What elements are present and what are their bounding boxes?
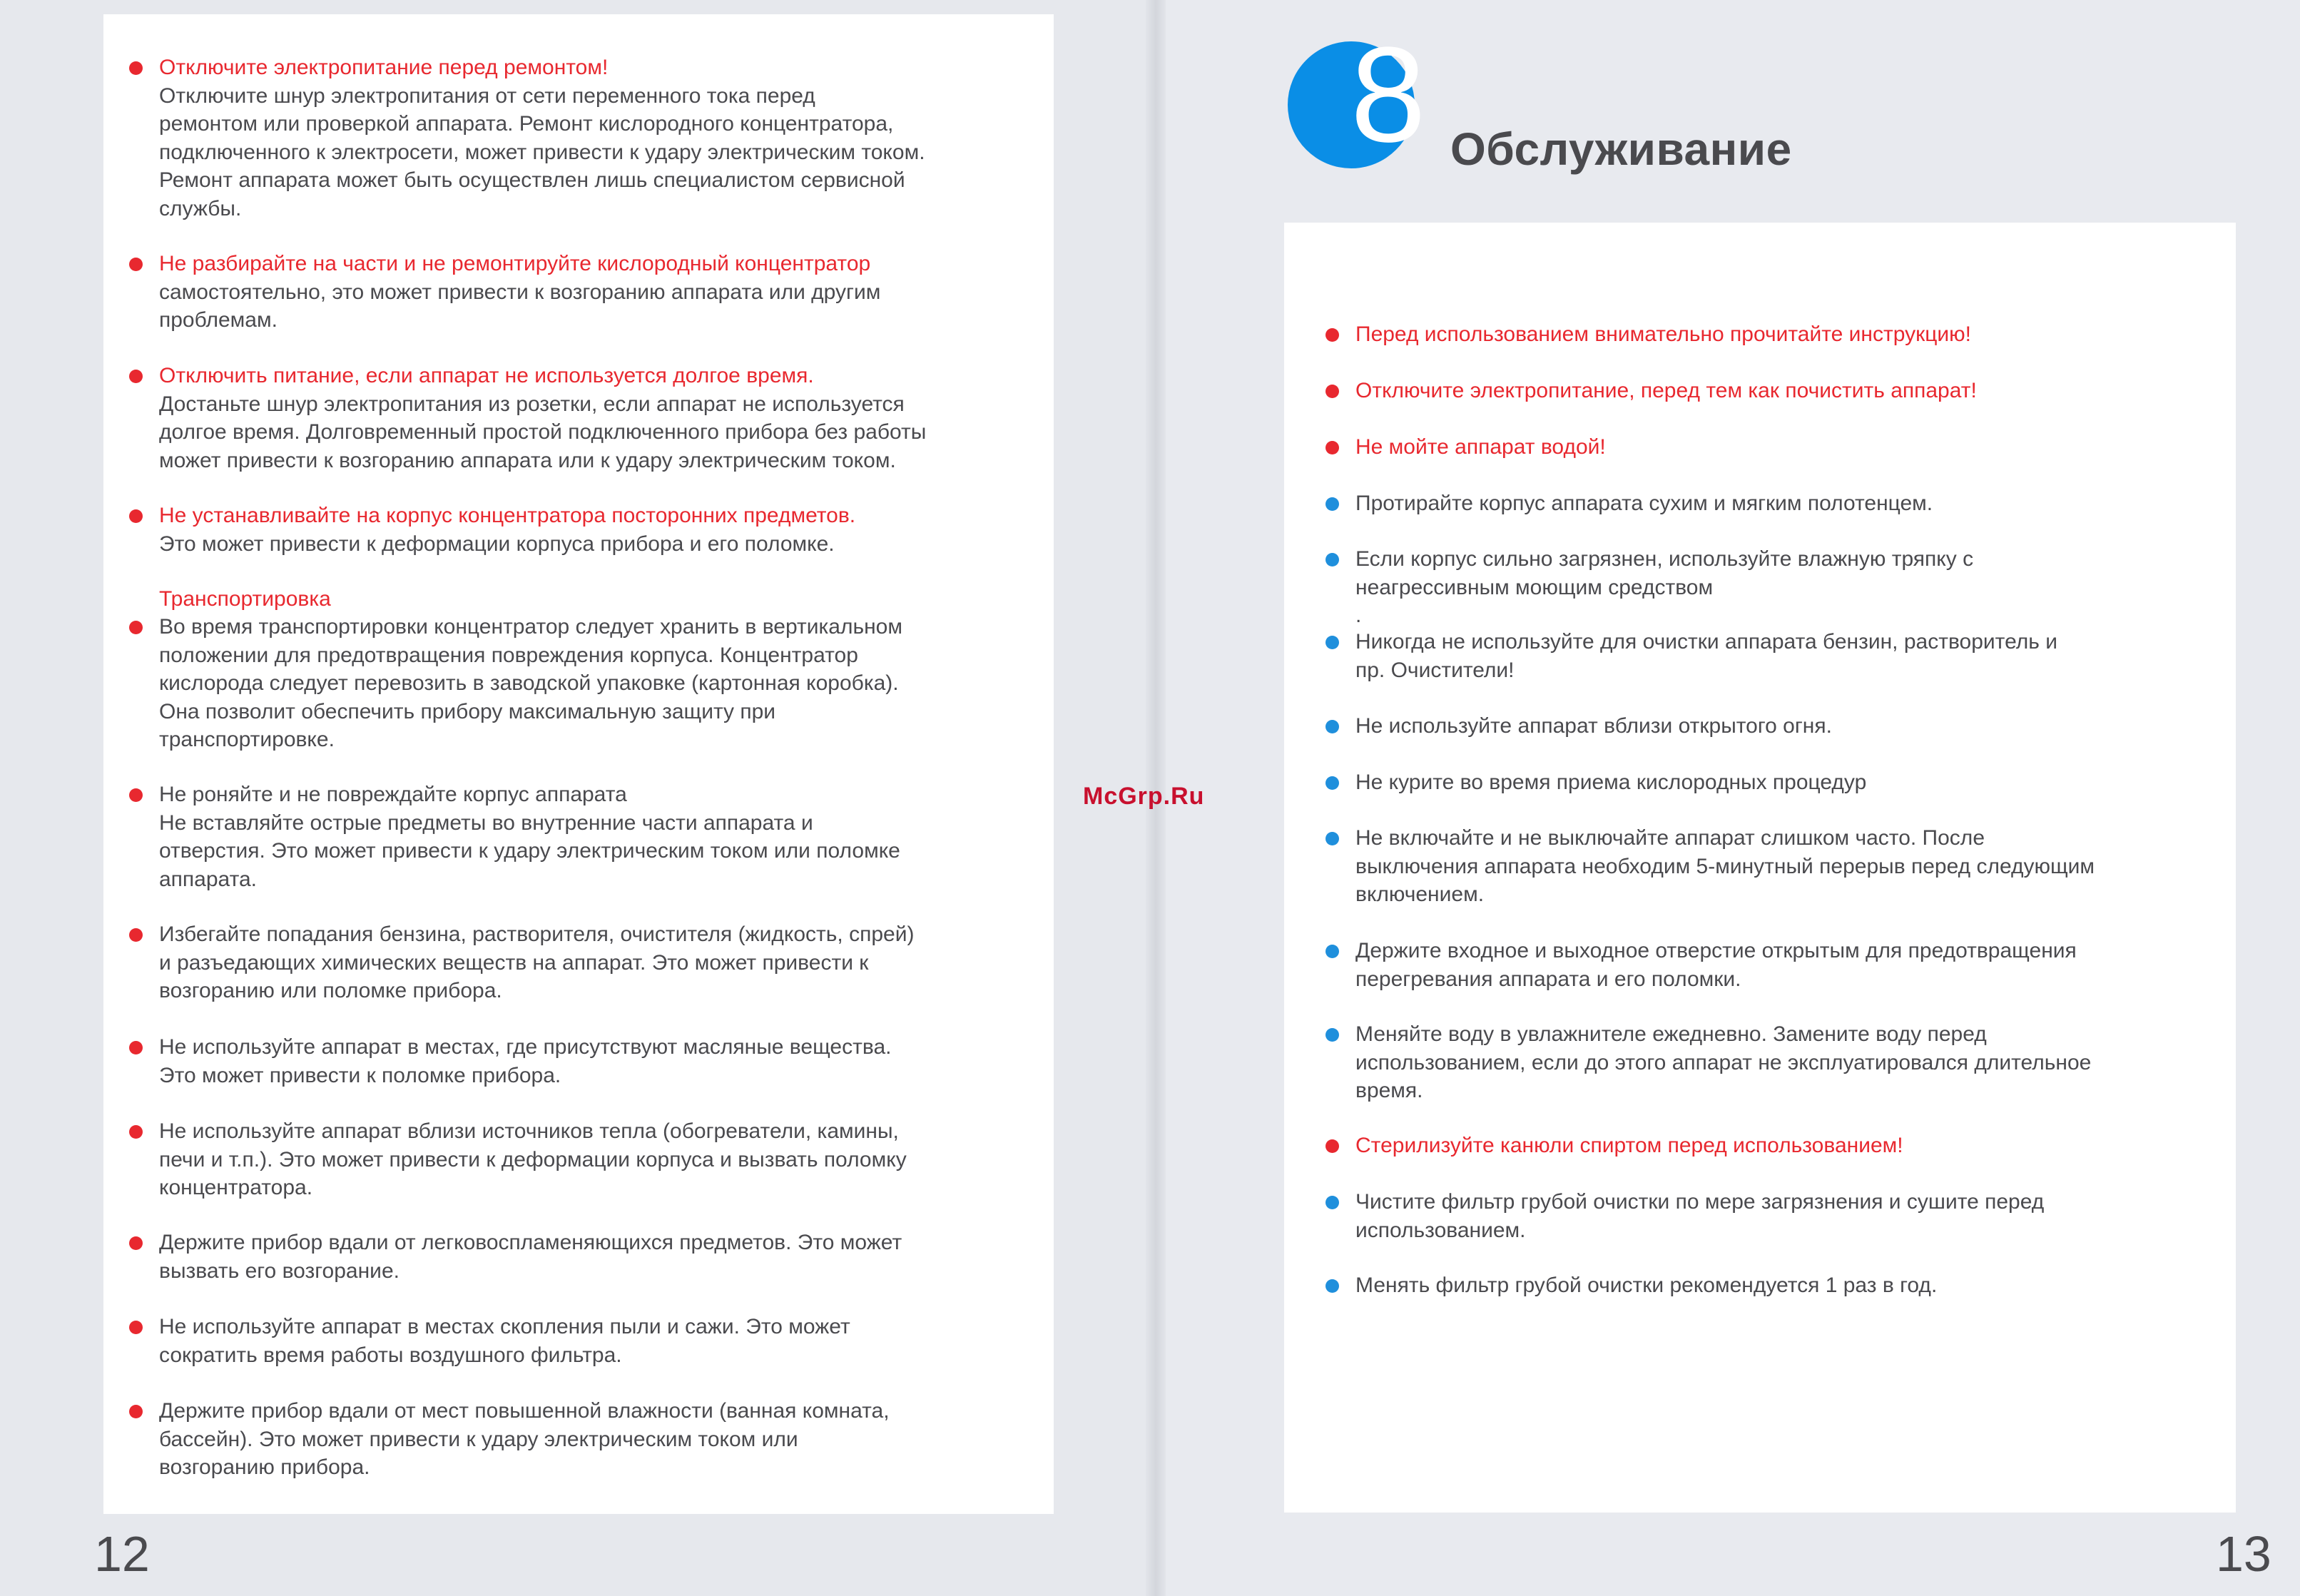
item-title: Не разбирайте на части и не ремонтируйте кислородный концентратор — [159, 252, 871, 275]
item-text: Протирайте корпус аппарата сухим и мягким полотенцем. — [1355, 492, 1933, 515]
red-bullet-icon — [129, 1321, 143, 1334]
red-bullet-icon — [129, 1405, 143, 1418]
list-item — [159, 781, 1047, 893]
left-content-panel — [103, 14, 1054, 1514]
item-text: Перед использованием внимательно прочитайте инструкцию! — [1355, 322, 1971, 346]
list-item — [1355, 377, 2227, 405]
blue-bullet-icon — [1325, 832, 1339, 845]
blue-bullet-icon — [1325, 945, 1339, 958]
red-bullet-icon — [129, 621, 143, 634]
item-text: Никогда не используйте для очистки аппарата бензин, растворитель и пр. Очистители! — [1355, 630, 2057, 682]
list-item — [159, 613, 1047, 754]
blue-bullet-icon — [1325, 636, 1339, 649]
item-text: Не роняйте и не повреждайте корпус аппарата Не вставляйте острые предметы во внутренние части аппарата и отверстия. Это может привести к удару электрическим током или поломке аппарата. — [159, 783, 900, 891]
list-item — [159, 250, 1047, 335]
list-item — [159, 1397, 1047, 1482]
page-number-left: 12 — [94, 1526, 150, 1582]
list-item — [1355, 1271, 2227, 1300]
item-text: Меняйте воду в увлажнителе ежедневно. Замените воду перед использованием, если до этого аппарат не эксплуатировался длительное время. — [1355, 1022, 2092, 1102]
item-title: Отключите электропитание перед ремонтом! — [159, 56, 609, 79]
right-content-panel — [1284, 223, 2236, 1513]
list-item — [159, 1117, 1047, 1202]
item-text: Это может привести к деформации корпуса прибора и его поломке. — [159, 532, 835, 556]
red-bullet-icon — [1325, 441, 1339, 454]
red-bullet-icon — [1325, 328, 1339, 342]
item-text: Во время транспортировки концентратор следует хранить в вертикальном положении для предотвращения повреждения корпуса. Концентратор кислорода следует перевозить в заводской упаковке (картонная коробка). Она позволит обеспечить прибору максимальную защиту при транспортировке. — [159, 615, 902, 751]
list-item — [1355, 489, 2227, 518]
list-item — [159, 1033, 1047, 1089]
blue-bullet-icon — [1325, 1028, 1339, 1042]
red-bullet-icon — [1325, 385, 1339, 398]
item-text: Не используйте аппарат в местах скопления пыли и сажи. Это может сократить время работы воздушного фильтра. — [159, 1315, 850, 1367]
list-item — [159, 920, 1047, 1005]
item-text: Отключите электропитание, перед тем как почистить аппарат! — [1355, 379, 1977, 402]
item-text: Держите входное и выходное отверстие открытым для предотвращения перегревания аппарата и его поломки. — [1355, 939, 2077, 991]
red-bullet-icon — [129, 258, 143, 271]
list-item — [159, 1229, 1047, 1285]
item-text: Отключите шнур электропитания от сети переменного тока перед ремонтом или проверкой аппарата. Ремонт кислородного концентратора, подключенного к электросети, может привести к удару электрическим током. Ремонт аппарата может быть осуществлен лишь специалистом сервисной службы. — [159, 83, 925, 220]
item-title: Отключить питание, если аппарат не используется долгое время. — [159, 364, 814, 387]
blue-bullet-icon — [1325, 1196, 1339, 1209]
item-text: Избегайте попадания бензина, растворителя, очистителя (жидкость, спрей) и разъедающих химических веществ на аппарат. Это может привести к возгоранию или поломке прибора. — [159, 922, 915, 1002]
blue-bullet-icon — [1325, 720, 1339, 733]
page-number-right: 13 — [2216, 1526, 2271, 1582]
section-number: 8 — [1350, 19, 1426, 171]
item-text: Стерилизуйте канюли спиртом перед использованием! — [1355, 1134, 1903, 1157]
item-text: Чистите фильтр грубой очистки по мере загрязнения и сушите перед использованием. — [1355, 1190, 2045, 1242]
blue-bullet-icon — [1325, 497, 1339, 511]
list-item — [159, 1313, 1047, 1369]
list-item — [1355, 1132, 2227, 1160]
list-item — [1355, 1188, 2227, 1244]
item-text: Не курите во время приема кислородных процедур — [1355, 771, 1867, 794]
item-text: Держите прибор вдали от мест повышенной влажности (ванная комната, бассейн). Это может привести к удару электрическим током или возгоранию прибора. — [159, 1399, 890, 1479]
section-heading-transport — [159, 585, 1047, 614]
red-bullet-icon — [129, 1236, 143, 1250]
list-item — [1355, 937, 2227, 993]
watermark: McGrp.Ru — [1083, 783, 1205, 810]
item-title: Не устанавливайте на корпус концентратора посторонних предметов. — [159, 504, 856, 527]
blue-bullet-icon — [1325, 776, 1339, 790]
red-bullet-icon — [129, 1041, 143, 1054]
red-bullet-icon — [129, 370, 143, 383]
red-bullet-icon — [129, 928, 143, 942]
item-text: Не используйте аппарат в местах, где присутствуют масляные вещества. Это может привести к поломке прибора. — [159, 1035, 892, 1087]
red-bullet-icon — [129, 509, 143, 523]
list-item — [159, 362, 1047, 474]
list-item — [159, 502, 1047, 558]
blue-bullet-icon — [1325, 553, 1339, 566]
item-text: Не используйте аппарат вблизи открытого огня. — [1355, 714, 1832, 738]
red-bullet-icon — [129, 1125, 143, 1139]
item-text: Если корпус сильно загрязнен, используйте влажную тряпку с неагрессивным моющим средством . — [1355, 547, 1974, 627]
item-text: Не используйте аппарат вблизи источников тепла (обогреватели, камины, печи и т.п.). Это может привести к деформации корпуса и вызвать поломку концентратора. — [159, 1119, 907, 1199]
list-item — [1355, 628, 2227, 684]
list-item — [1355, 768, 2227, 797]
list-item — [1355, 433, 2227, 462]
blue-bullet-icon — [1325, 1279, 1339, 1293]
section-number-badge — [1288, 19, 1426, 171]
item-text: Достаньте шнур электропитания из розетки, если аппарат не используется долгое время. Долговременный простой подключенного прибора без работы может привести к возгоранию аппарата или к удару электрическим током. — [159, 392, 927, 472]
item-text: Не мойте аппарат водой! — [1355, 435, 1606, 459]
item-text: самостоятельно, это может привести к возгоранию аппарата или другим проблемам. — [159, 280, 881, 332]
red-bullet-icon — [129, 61, 143, 75]
red-bullet-icon — [129, 788, 143, 802]
list-item — [1355, 320, 2227, 349]
item-text: Держите прибор вдали от легковоспламеняющихся предметов. Это может вызвать его возгорание. — [159, 1231, 902, 1283]
list-item — [1355, 712, 2227, 741]
list-item — [159, 54, 1047, 223]
list-item — [1355, 824, 2227, 909]
list-item — [1355, 545, 2227, 630]
red-bullet-icon — [1325, 1139, 1339, 1153]
list-item — [1355, 1020, 2227, 1105]
section-title: Обслуживание — [1450, 123, 1792, 175]
item-text: Не включайте и не выключайте аппарат слишком часто. После выключения аппарата необходим 5-минутный перерыв перед следующим включением. — [1355, 826, 2095, 906]
section-heading: Транспортировка — [159, 587, 331, 611]
item-text: Менять фильтр грубой очистки рекомендуется 1 раз в год. — [1355, 1274, 1938, 1297]
